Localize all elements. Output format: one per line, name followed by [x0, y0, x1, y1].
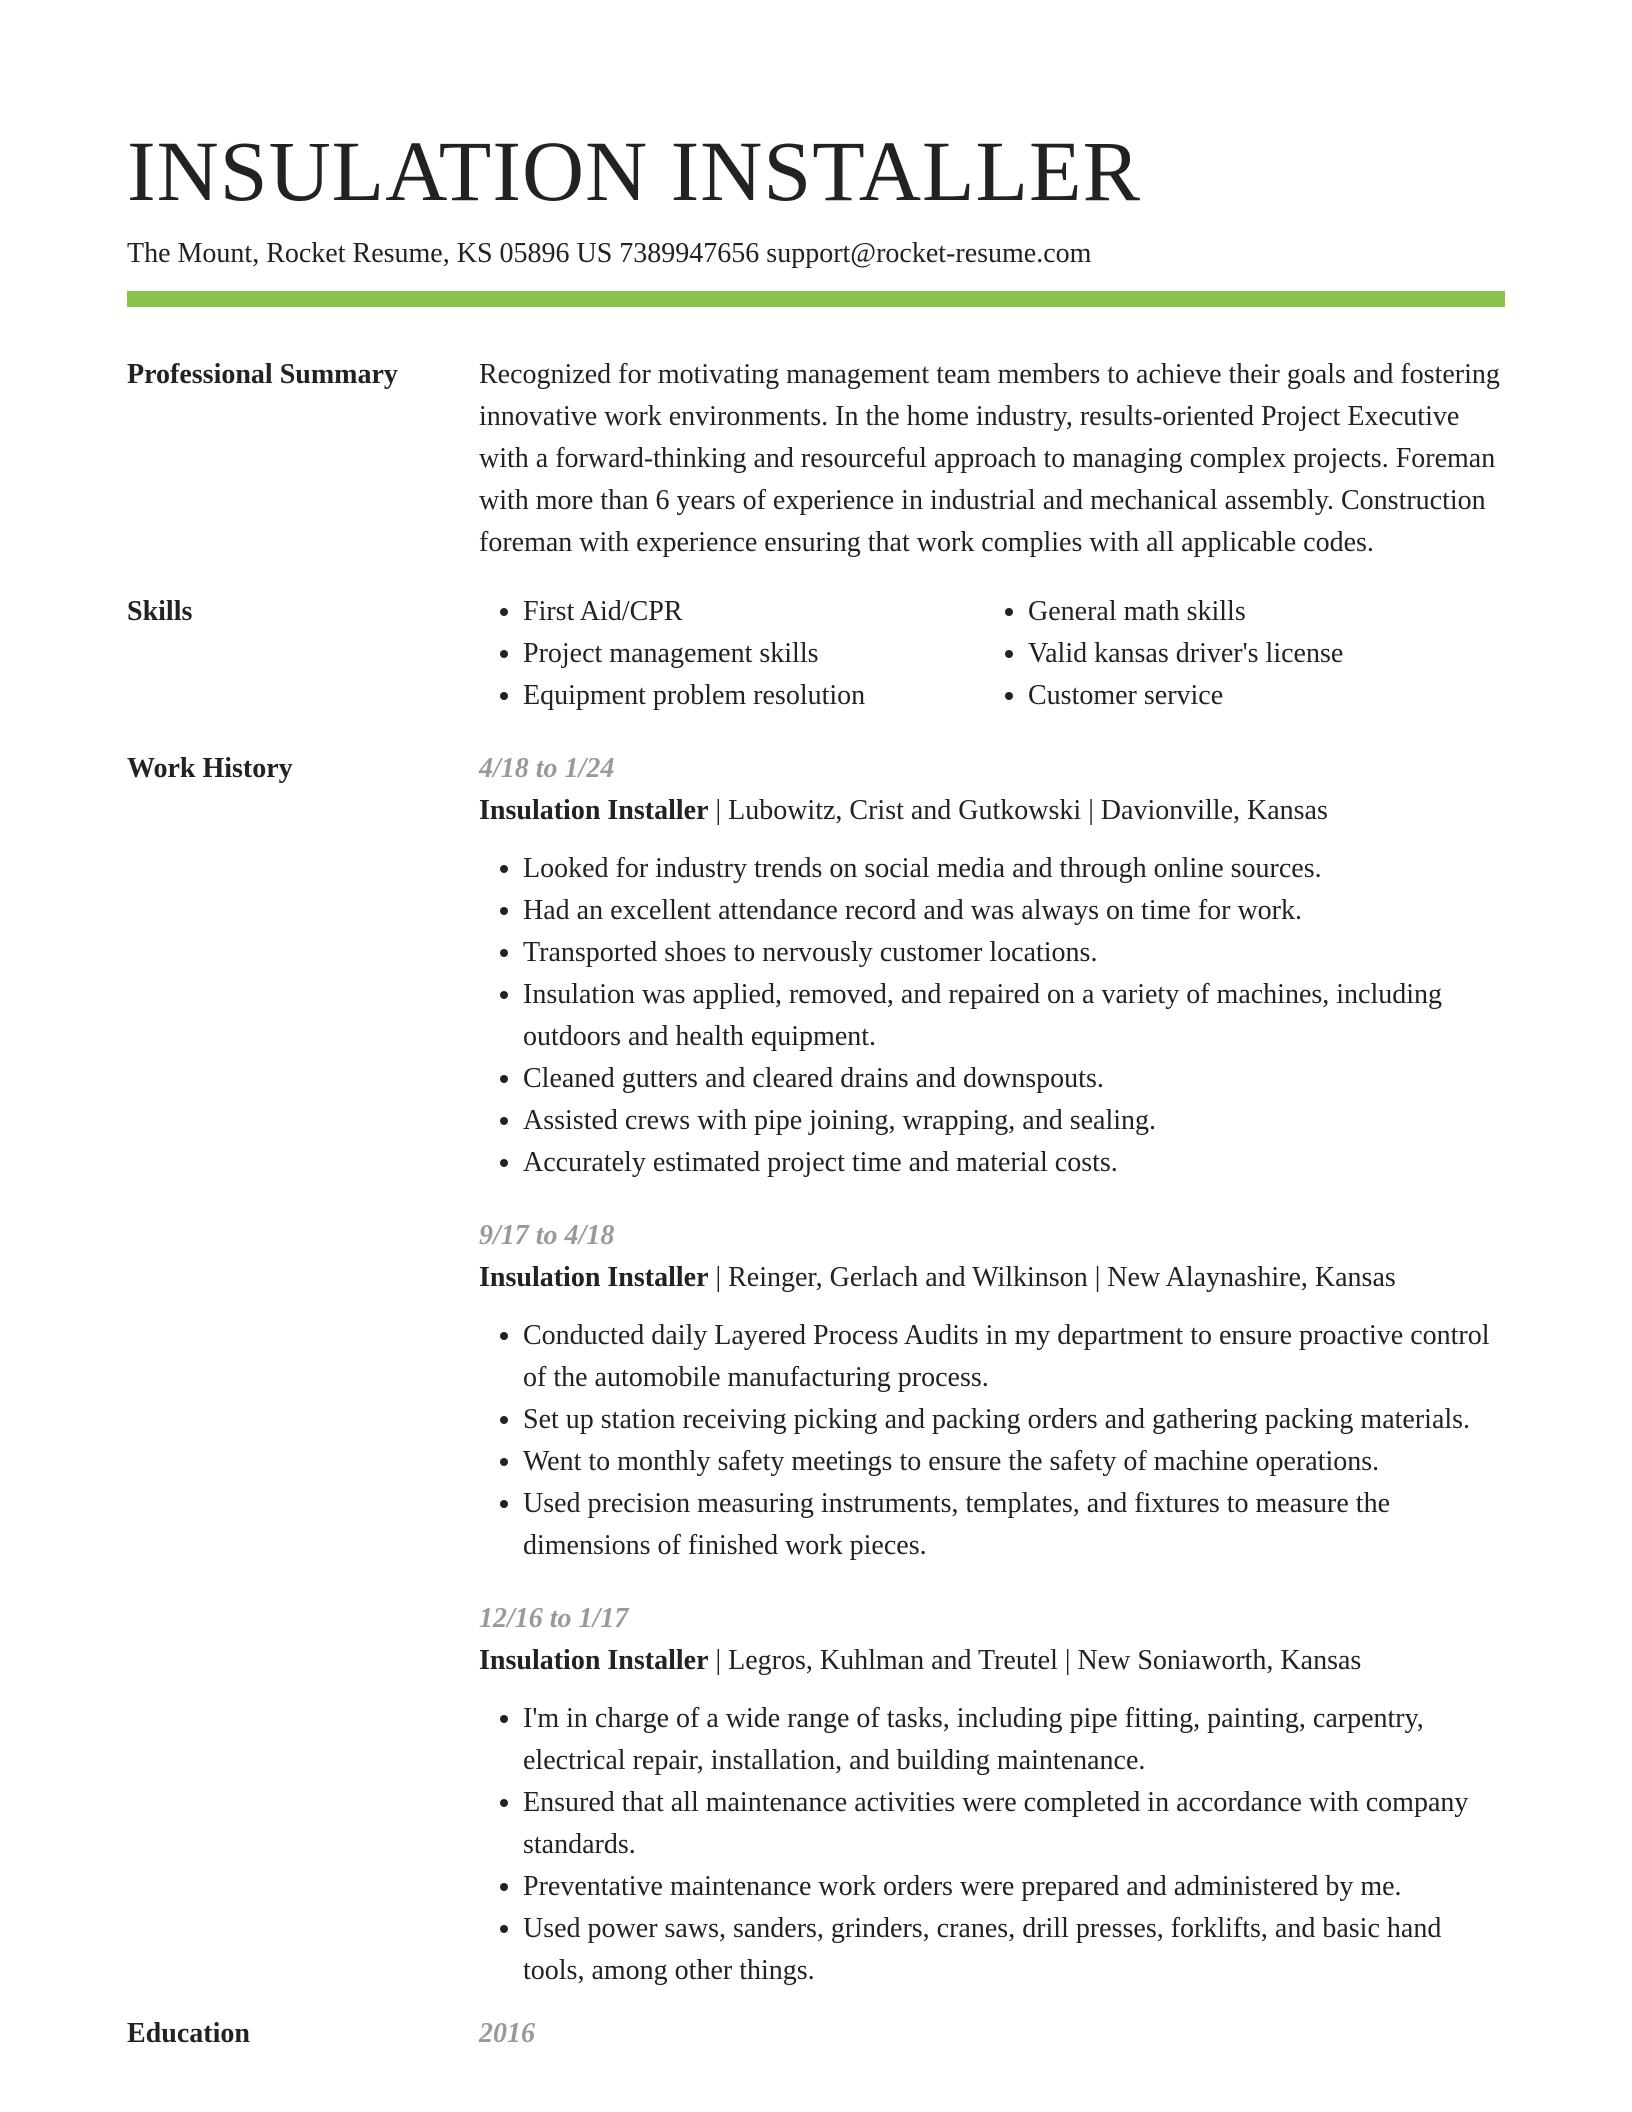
job-duty: • Used power saws, sanders, grinders, cranes, drill presses, forklifts, and basic hand tools, among other things. — [523, 1908, 1505, 1992]
job-entry — [479, 748, 1505, 1184]
job-duty: • Preventative maintenance work orders were prepared and administered by me. — [523, 1866, 1505, 1908]
skill-item: • First Aid/CPR — [523, 591, 984, 633]
job-title: Insulation Installer — [479, 795, 709, 827]
job-entry — [479, 1215, 1505, 1567]
skill-item: • Equipment problem resolution — [523, 675, 984, 717]
job-duty: • I'm in charge of a wide range of tasks, including pipe fitting, painting, carpentry, electrical repair, installation, and building maintenance. — [523, 1698, 1505, 1782]
skills-list-right — [984, 591, 1505, 717]
job-duty: • Conducted daily Layered Process Audits in my department to ensure proactive control of the automobile manufacturing process. — [523, 1315, 1505, 1399]
job-employer-location: | Reinger, Gerlach and Wilkinson | New Alaynashire, Kansas — [708, 1262, 1396, 1294]
job-duty: • Looked for industry trends on social media and through online sources. — [523, 848, 1505, 890]
accent-divider — [127, 291, 1505, 307]
job-duty: • Cleaned gutters and cleared drains and downspouts. — [523, 1058, 1505, 1100]
section-label-skills: Skills — [127, 596, 193, 628]
job-duty: • Went to monthly safety meetings to ensure the safety of machine operations. — [523, 1441, 1505, 1483]
job-duty: • Used precision measuring instruments, templates, and fixtures to measure the dimensions of finished work pieces. — [523, 1483, 1505, 1567]
job-entry — [479, 1598, 1505, 1992]
work-history-body — [479, 748, 1505, 1992]
summary-text: Recognized for motivating management team members to achieve their goals and fostering innovative work environments. In the home industry, results-oriented Project Executive with a forward-thinking and resourceful approach to managing complex projects. Foreman with more than 6 years of experience in industrial and mechanical assembly. Construction foreman with experience ensuring that work complies with all applicable codes. — [479, 359, 1500, 559]
work-history-section — [127, 748, 1505, 1992]
job-duty: • Insulation was applied, removed, and repaired on a variety of machines, including outdoors and health equipment. — [523, 974, 1505, 1058]
job-dates: 12/16 to 1/17 — [479, 1603, 629, 1635]
skill-item: • Project management skills — [523, 633, 984, 675]
job-duty: • Assisted crews with pipe joining, wrapping, and sealing. — [523, 1100, 1505, 1142]
section-label-summary: Professional Summary — [127, 359, 398, 391]
skills-grid — [479, 591, 1505, 717]
job-heading — [479, 790, 1505, 832]
job-dates: 9/17 to 4/18 — [479, 1220, 615, 1252]
skill-item: • Valid kansas driver's license — [1028, 633, 1505, 675]
job-duties-list — [479, 1315, 1505, 1567]
skills-list-left — [479, 591, 984, 717]
job-duty: • Accurately estimated project time and material costs. — [523, 1142, 1505, 1184]
skill-item: • Customer service — [1028, 675, 1505, 717]
job-duty: • Had an excellent attendance record and was always on time for work. — [523, 890, 1505, 932]
job-dates: 4/18 to 1/24 — [479, 753, 615, 785]
education-section — [127, 2013, 1505, 2055]
section-label-work-history: Work History — [127, 753, 293, 785]
education-year: 2016 — [479, 2018, 535, 2050]
job-title: Insulation Installer — [479, 1645, 709, 1677]
job-employer-location: | Lubowitz, Crist and Gutkowski | Davionville, Kansas — [708, 795, 1328, 827]
job-duties-list — [479, 848, 1505, 1184]
job-heading — [479, 1640, 1505, 1682]
skills-section — [127, 591, 1505, 717]
skill-item: • General math skills — [1028, 591, 1505, 633]
job-duty: • Transported shoes to nervously customer locations. — [523, 932, 1505, 974]
professional-summary-section — [127, 354, 1505, 564]
resume-name: INSULATION INSTALLER — [127, 123, 1141, 219]
job-duty: • Set up station receiving picking and packing orders and gathering packing materials. — [523, 1399, 1505, 1441]
job-heading — [479, 1257, 1505, 1299]
job-employer-location: | Legros, Kuhlman and Treutel | New Soniaworth, Kansas — [708, 1645, 1362, 1677]
job-title: Insulation Installer — [479, 1262, 709, 1294]
contact-line: The Mount, Rocket Resume, KS 05896 US 7389947656 support@rocket-resume.com — [127, 238, 1092, 269]
job-duty: • Ensured that all maintenance activities were completed in accordance with company standards. — [523, 1782, 1505, 1866]
education-body — [479, 2013, 1505, 2055]
section-label-education: Education — [127, 2018, 250, 2050]
job-duties-list — [479, 1698, 1505, 1992]
